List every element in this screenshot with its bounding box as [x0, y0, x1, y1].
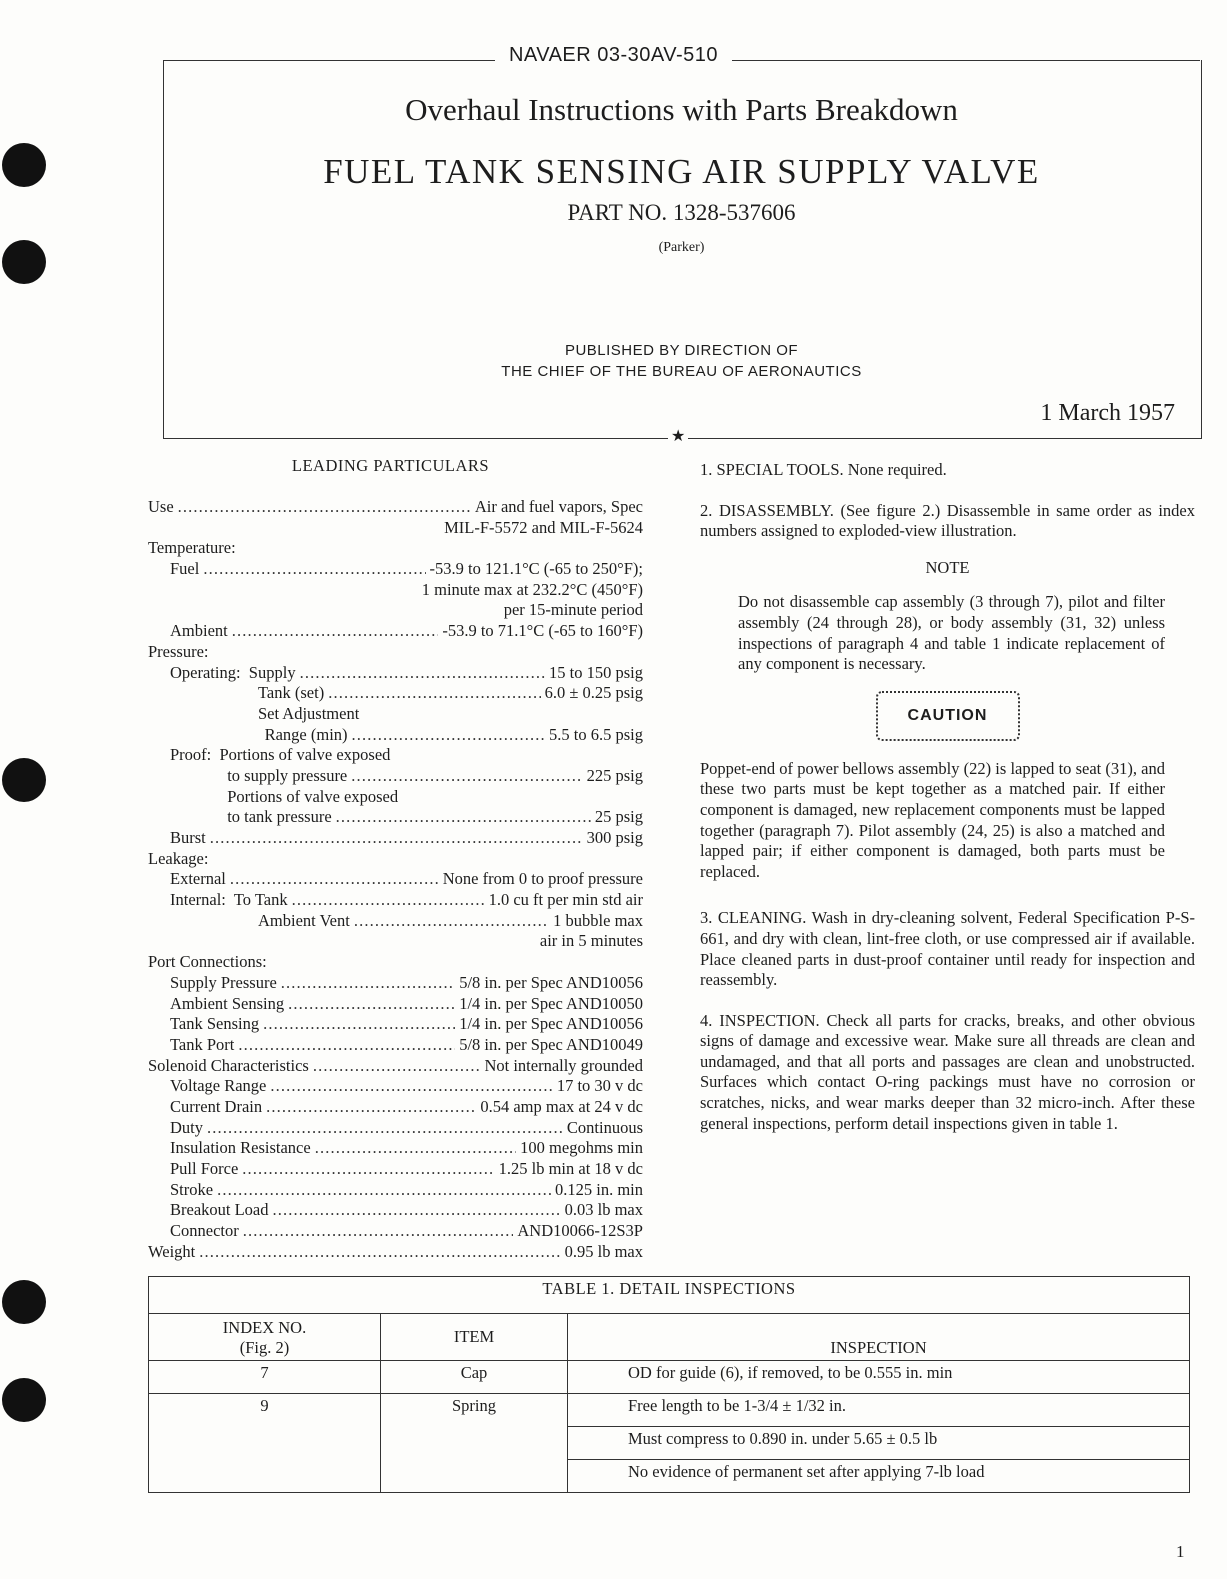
particulars-row — [148, 973, 643, 994]
particulars-label: External — [170, 869, 226, 889]
particulars-label: Connector — [170, 1221, 239, 1241]
dot-leader — [354, 911, 549, 932]
table-title: TABLE 1. DETAIL INSPECTIONS — [149, 1277, 1190, 1314]
particulars-label: Supply Pressure — [170, 972, 277, 992]
dot-leader — [230, 869, 439, 890]
dot-leader — [292, 890, 485, 911]
dot-leader — [281, 973, 455, 994]
particulars-row — [148, 1097, 643, 1118]
caution-badge: CAUTION — [876, 691, 1020, 741]
particulars-row — [148, 538, 643, 559]
particulars-row — [148, 828, 643, 849]
doc-number-text: NAVAER 03-30AV-510 — [495, 44, 732, 66]
particulars-value: 1.25 lb min at 18 v dc — [498, 1159, 643, 1178]
particulars-row — [148, 621, 643, 642]
particulars-label: Operating: Supply — [170, 662, 296, 682]
particulars-value: Not internally grounded — [484, 1055, 643, 1075]
particulars-label: to tank pressure — [227, 807, 332, 827]
particulars-row — [148, 849, 643, 870]
cleaning-paragraph: 3. CLEANING. Wash in dry-cleaning solvent, Federal Specification P-S-661, and dry with clean, lint-free cloth, or use compressed air if available. Place cleaned parts in dust-proof container until ready for inspection and reassembly. — [700, 908, 1195, 990]
particulars-label: Insulation Resistance — [170, 1138, 311, 1158]
particulars-value: None from 0 to proof pressure — [442, 869, 643, 889]
punch-hole — [2, 1378, 46, 1422]
particulars-value: air in 5 minutes — [539, 931, 643, 951]
particulars-row — [148, 580, 643, 601]
manufacturer: (Parker) — [658, 240, 705, 255]
particulars-label: Use — [148, 497, 174, 516]
dot-leader — [263, 1014, 455, 1035]
inspection-cell: Must compress to 0.890 in. under 5.65 ± 0.5 lb — [568, 1427, 1190, 1460]
particulars-value: 15 to 150 psig — [549, 662, 643, 682]
special-tools-paragraph: 1. SPECIAL TOOLS. None required. — [700, 460, 947, 479]
note-heading: NOTE — [925, 557, 970, 577]
particulars-value: 225 psig — [586, 765, 643, 785]
particulars-row — [148, 600, 643, 621]
particulars-row — [148, 1138, 643, 1159]
publication-date: 1 March 1957 — [1040, 400, 1175, 426]
particulars-row — [148, 1118, 643, 1139]
part-number: PART NO. 1328-537606 — [567, 200, 796, 225]
header-text: INDEX NO. — [222, 1318, 307, 1337]
particulars-label: Ambient — [170, 621, 228, 641]
particulars-value: 1 minute max at 232.2°C (450°F) — [421, 579, 643, 599]
particulars-row — [148, 642, 643, 663]
particulars-label: Port Connections: — [148, 952, 267, 972]
particulars-label: Pull Force — [170, 1159, 239, 1178]
publisher-line: PUBLISHED BY DIRECTION OF — [564, 342, 799, 359]
particulars-label: Burst — [170, 828, 206, 847]
particulars-value: 1/4 in. per Spec AND10050 — [459, 993, 643, 1013]
column-header-index — [149, 1314, 381, 1361]
particulars-row — [148, 890, 643, 911]
particulars-label: Breakout Load — [170, 1200, 269, 1220]
particulars-label: Weight — [148, 1241, 196, 1261]
particulars-row — [148, 725, 643, 746]
particulars-row — [148, 1035, 643, 1056]
dot-leader — [210, 828, 583, 849]
dot-leader — [242, 1159, 494, 1180]
particulars-row — [148, 497, 643, 518]
particulars-value: 5.5 to 6.5 psig — [549, 724, 643, 744]
particulars-label: Internal: To Tank — [170, 890, 288, 910]
inspection-paragraph: 4. INSPECTION. Check all parts for cracks, breaks, and other obvious signs of damage and excessive wear. Make sure all threads are clean and undamaged, and that all ports and passages are clean and unobstructed. Surfaces which contact O-ring packings must have no corrosion or scratches, nicks, and wear marks deeper than 32 micro-inch. After these general inspections, perform detail inspections given in table 1. — [700, 1010, 1195, 1133]
particulars-row — [148, 931, 643, 952]
particulars-value: Continuous — [566, 1117, 643, 1137]
particulars-row — [148, 787, 643, 808]
index-cell: 9 — [149, 1394, 381, 1493]
particulars-label: Current Drain — [170, 1096, 263, 1116]
dot-leader — [300, 663, 545, 684]
particulars-label: Temperature: — [148, 538, 236, 558]
particulars-row — [148, 745, 643, 766]
particulars-row — [148, 1180, 643, 1201]
particulars-row — [148, 1221, 643, 1242]
disassembly-paragraph: 2. DISASSEMBLY. (See figure 2.) Disassemble in same order as index numbers assigned to exploded-view illustration. — [700, 500, 1195, 541]
section-heading: LEADING PARTICULARS — [291, 456, 490, 475]
item-cell: Spring — [381, 1394, 568, 1493]
inspection-cell: OD for guide (6), if removed, to be 0.555 in. min — [568, 1361, 1190, 1394]
particulars-value: 5/8 in. per Spec AND10049 — [459, 1034, 643, 1054]
column-header-item: ITEM — [381, 1314, 568, 1361]
dot-leader — [207, 1118, 563, 1139]
particulars-row — [148, 704, 643, 725]
dot-leader — [232, 621, 439, 642]
particulars-label: Proof: Portions of valve exposed — [170, 745, 391, 765]
particulars-label: Leakage: — [148, 848, 209, 868]
dot-leader — [288, 994, 455, 1015]
subtitle: Overhaul Instructions with Parts Breakdown — [405, 92, 958, 127]
particulars-value: Air and fuel vapors, Spec — [474, 497, 643, 516]
dot-leader — [336, 807, 591, 828]
inspection-cell: Free length to be 1-3/4 ± 1/32 in. — [568, 1394, 1190, 1427]
particulars-value: 0.125 in. min — [554, 1179, 643, 1199]
particulars-label: Set Adjustment — [258, 703, 360, 723]
particulars-value: per 15-minute period — [503, 600, 643, 620]
dot-leader — [313, 1056, 481, 1077]
punch-hole — [2, 240, 46, 284]
particulars-row — [148, 952, 643, 973]
dot-leader — [351, 766, 582, 787]
particulars-row — [148, 518, 643, 539]
dot-leader — [270, 1076, 552, 1097]
dot-leader — [217, 1180, 551, 1201]
particulars-row — [148, 766, 643, 787]
particulars-row — [148, 1056, 643, 1077]
particulars-label: Solenoid Characteristics — [148, 1055, 309, 1075]
dot-leader — [178, 497, 471, 518]
publisher — [163, 340, 1200, 382]
particulars-label: Pressure: — [148, 641, 209, 661]
particulars-label: Fuel — [170, 559, 200, 579]
particulars-value: 25 psig — [594, 807, 643, 827]
particulars-label: to supply pressure — [227, 765, 348, 785]
particulars-row — [148, 1200, 643, 1221]
particulars-row — [148, 663, 643, 684]
particulars-row — [148, 1076, 643, 1097]
punch-hole — [2, 143, 46, 187]
particulars-label: Tank (set) — [258, 683, 325, 703]
particulars-label: Ambient Vent — [258, 910, 350, 930]
dot-leader — [315, 1138, 516, 1159]
particulars-label: Tank Port — [170, 1034, 235, 1054]
particulars-value: -53.9 to 121.1°C (-65 to 250°F); — [429, 559, 643, 579]
particulars-row — [148, 683, 643, 704]
particulars-value: 0.95 lb max — [564, 1241, 643, 1261]
header-text: (Fig. 2) — [239, 1338, 290, 1357]
particulars-row — [148, 1242, 643, 1263]
particulars-row — [148, 911, 643, 932]
particulars-value: 0.03 lb max — [564, 1200, 643, 1220]
detail-inspections-table — [148, 1276, 1190, 1493]
particulars-value: 17 to 30 v dc — [556, 1076, 643, 1096]
dot-leader — [238, 1035, 455, 1056]
particulars-row — [148, 807, 643, 828]
caution-text: Poppet-end of power bellows assembly (22) is lapped to seat (31), and these two parts must be kept together as a matched pair. If either component is damaged, new replacement components must be lapped together (paragraph 7). Pilot assembly (24, 25) is also a matched and lapped pair; if either component is damaged, both parts must be replaced. — [700, 758, 1165, 881]
dot-leader — [199, 1242, 560, 1263]
particulars-value: 5/8 in. per Spec AND10056 — [459, 972, 643, 992]
punch-hole — [2, 1280, 46, 1324]
particulars-row — [148, 1014, 643, 1035]
particulars-label: Duty — [170, 1117, 203, 1137]
index-cell: 7 — [149, 1361, 381, 1394]
particulars-value: 300 psig — [586, 828, 643, 847]
instructions-column — [700, 460, 1195, 1154]
dot-leader — [273, 1200, 561, 1221]
dot-leader — [328, 683, 540, 704]
particulars-value: -53.9 to 71.1°C (-65 to 160°F) — [442, 621, 643, 641]
particulars-label: Portions of valve exposed — [227, 786, 399, 806]
particulars-label: Ambient Sensing — [170, 993, 285, 1013]
particulars-value: AND10066-12S3P — [517, 1221, 643, 1241]
page-title: FUEL TANK SENSING AIR SUPPLY VALVE — [323, 152, 1040, 191]
dot-leader — [266, 1097, 476, 1118]
table-row — [149, 1394, 1190, 1427]
particulars-value: 1/4 in. per Spec AND10056 — [459, 1014, 643, 1034]
dot-leader — [203, 559, 425, 580]
page-number: 1 — [1176, 1542, 1185, 1561]
particulars-label: Stroke — [170, 1179, 214, 1199]
particulars-label: Tank Sensing — [170, 1014, 260, 1034]
particulars-value: 0.54 amp max at 24 v dc — [480, 1096, 643, 1116]
particulars-value: 1 bubble max — [553, 910, 643, 930]
particulars-row — [148, 1159, 643, 1180]
inspection-cell: No evidence of permanent set after applying 7-lb load — [568, 1460, 1190, 1493]
table-row — [149, 1361, 1190, 1394]
dot-leader — [352, 725, 546, 746]
item-cell: Cap — [381, 1361, 568, 1394]
leading-particulars — [148, 455, 643, 1262]
note-text: Do not disassemble cap assembly (3 through 7), pilot and filter assembly (24 through 28), or body assembly (31, 32) unless inspections of paragraph 4 and table 1 indicate replacement of any component is necessary. — [738, 592, 1165, 674]
particulars-row — [148, 559, 643, 580]
dot-leader — [243, 1221, 514, 1242]
particulars-row — [148, 994, 643, 1015]
particulars-value: 6.0 ± 0.25 psig — [544, 683, 643, 703]
particulars-row — [148, 869, 643, 890]
particulars-value: 100 megohms min — [520, 1138, 643, 1158]
particulars-label: Range (min) — [264, 724, 348, 744]
star-separator: ★ — [668, 426, 688, 446]
particulars-value: MIL-F-5572 and MIL-F-5624 — [444, 517, 643, 537]
punch-hole — [2, 758, 46, 802]
particulars-value: 1.0 cu ft per min std air — [488, 890, 643, 910]
column-header-inspection: INSPECTION — [568, 1314, 1190, 1361]
particulars-label: Voltage Range — [170, 1076, 267, 1096]
publisher-line: THE CHIEF OF THE BUREAU OF AERONAUTICS — [501, 363, 862, 380]
